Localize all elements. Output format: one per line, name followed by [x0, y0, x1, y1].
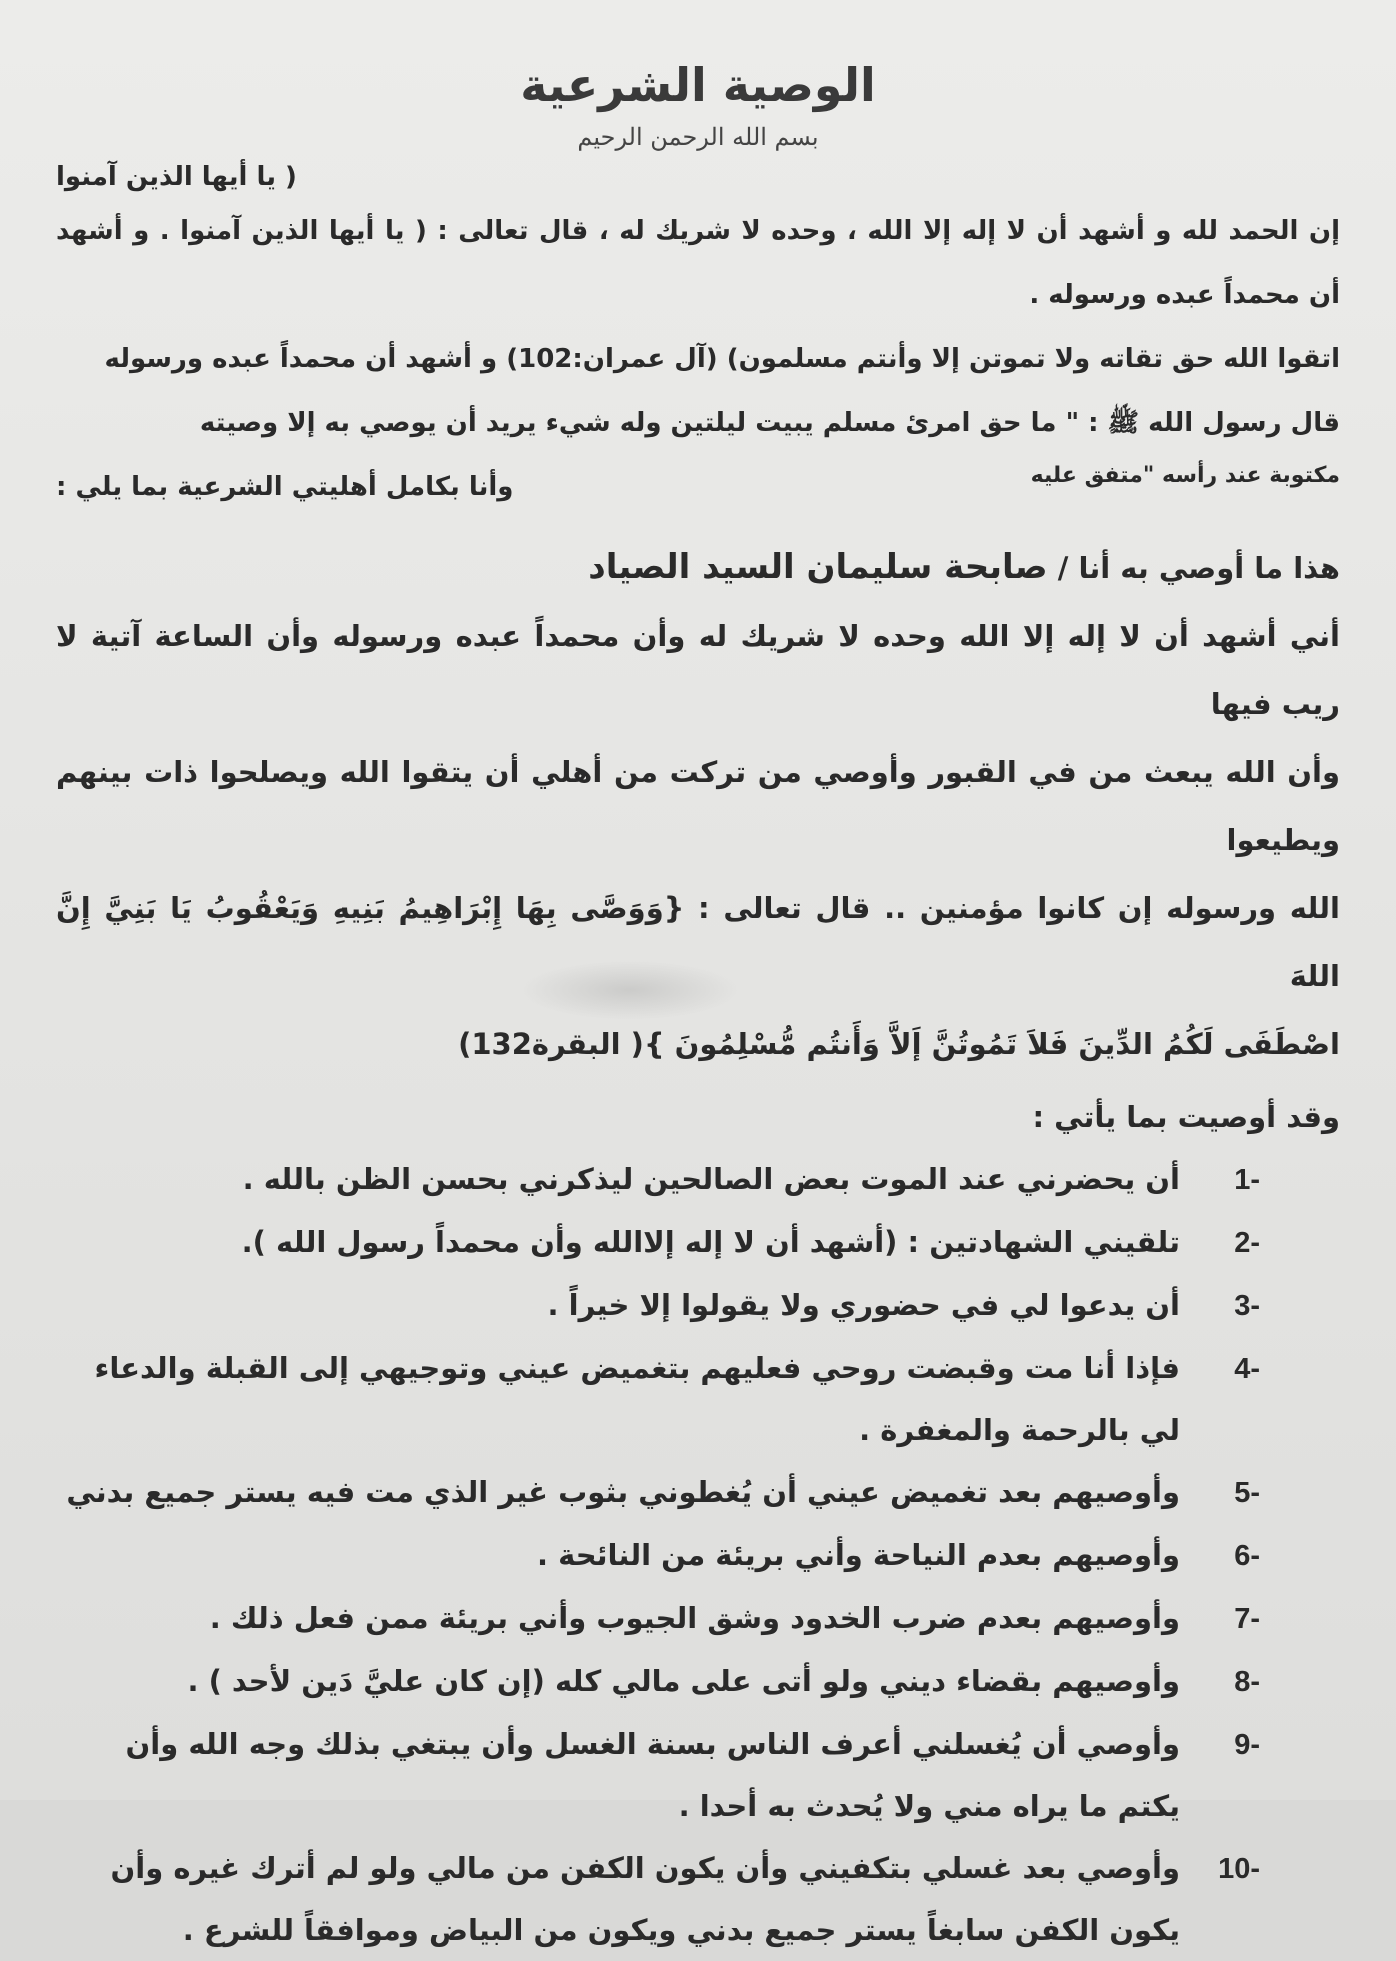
intro-line-1: إن الحمد لله و أشهد أن لا إله إلا الله ، وحده لا شريك له ، قال تعالى : ( يا أيها الذين آمنوا . و أشهد أن محمداً عبده ورسوله . [56, 216, 1340, 311]
item-text: وأوصي أن يُغسلني أعرف الناس بسنة الغسل وأن يبتغي بذلك وجه الله وأن يكتم ما يراه مني ولا يُحدث به أحدا . [125, 1727, 1180, 1824]
item-number: -3 [1234, 1290, 1260, 1323]
item-number: -1 [1234, 1164, 1260, 1197]
document-title: الوصية الشرعية [520, 58, 876, 112]
intro-line-4: مكتوبة عند رأسه "متفق عليه [1030, 463, 1340, 489]
item-text: وأوصيهم بعدم ضرب الخدود وشق الجيوب وأني بريئة ممن فعل ذلك . [209, 1601, 1180, 1636]
list-item [56, 1337, 1340, 1461]
item-text: وأوصيهم بعدم النياحة وأني بريئة من النائحة . [537, 1538, 1180, 1573]
item-number: -6 [1234, 1540, 1260, 1573]
list-item [56, 1524, 1340, 1587]
item-number: -9 [1234, 1729, 1260, 1762]
intro-section [56, 155, 1340, 519]
item-number: -5 [1234, 1477, 1260, 1510]
will-items-list [56, 1148, 1340, 1961]
list-item [56, 1148, 1340, 1211]
declaration-line-1 [56, 533, 1340, 602]
declaration-prefix: هذا ما أوصي به أنا / [1057, 551, 1340, 586]
item-text: فإذا أنا مت وقبضت روحي فعليهم بتغميض عيني وتوجيهي إلى القبلة والدعاء لي بالرحمة والمغفرة . [94, 1351, 1180, 1448]
item-text: أن يحضرني عند الموت بعض الصالحين ليذكرني بحسن الظن بالله . [242, 1162, 1180, 1197]
list-item [56, 1837, 1340, 1961]
list-item [56, 1211, 1340, 1274]
item-text: وأوصي بعد غسلي بتكفيني وأن يكون الكفن من مالي ولو لم أترك غيره وأن يكون الكفن سابغاً يستر جميع بدني ويكون من البياض وموافقاً للشرع . [110, 1851, 1180, 1948]
items-heading: وقد أوصيت بما يأتي : [1032, 1100, 1340, 1135]
item-number: -8 [1234, 1666, 1260, 1699]
item-text: وأوصيهم بعد تغميض عيني أن يُغطوني بثوب غير الذي مت فيه يستر جميع بدني [66, 1475, 1180, 1510]
list-item [56, 1713, 1340, 1837]
item-number: -7 [1234, 1603, 1260, 1636]
item-number: -2 [1234, 1227, 1260, 1260]
list-item [56, 1650, 1340, 1713]
basmala: بسم الله الرحمن الرحيم [577, 123, 819, 152]
item-text: أن يدعوا لي في حضوري ولا يقولوا إلا خيراً . [547, 1288, 1180, 1323]
item-text: تلقيني الشهادتين : (أشهد أن لا إله إلاالله وأن محمداً رسول الله ). [241, 1225, 1180, 1260]
intro-line-3: قال رسول الله ﷺ : " ما حق امرئ مسلم يبيت ليلتين وله شيء يريد أن يوصي به إلا وصيته [199, 408, 1340, 439]
intro-line-5: وأنا بكامل أهليتي الشرعية بما يلي : [56, 472, 514, 503]
declaration-line-3: وأن الله يبعث من في القبور وأوصي من تركت من أهلي أن يتقوا الله ويصلحوا ذات بينهم ويطيعوا [56, 755, 1340, 858]
intro-line-2: اتقوا الله حق تقاته ولا تموتن إلا وأنتم مسلمون) (آل عمران:102) و أشهد أن محمداً عبده ورسوله [104, 344, 1340, 375]
intro-line-0: ( يا أيها الذين آمنوا [56, 162, 297, 193]
list-item [56, 1274, 1340, 1337]
declaration-line-4: الله ورسوله إن كانوا مؤمنين .. قال تعالى : {وَوَصَّى بِهَا إِبْرَاهِيمُ بَنِيهِ وَيَعْقُوبُ يَا بَنِيَّ إِنَّ اللهَ [56, 891, 1340, 994]
list-item [56, 1587, 1340, 1650]
declaration-line-2: أني أشهد أن لا إله إلا الله وحده لا شريك له وأن محمداً عبده ورسوله وأن الساعة آتية لا ريب فيها [56, 619, 1340, 722]
declaration-section [56, 533, 1340, 1078]
list-item [56, 1461, 1340, 1524]
item-number: -4 [1234, 1353, 1260, 1386]
testator-name: صابحة سليمان السيد الصياد [588, 547, 1048, 588]
item-number: -10 [1218, 1853, 1260, 1886]
declaration-line-5: اصْطَفَى لَكُمُ الدِّينَ فَلاَ تَمُوتُنَّ إَلاَّ وَأَنتُم مُّسْلِمُونَ }( البقرة132) [458, 1027, 1340, 1062]
item-text: وأوصيهم بقضاء ديني ولو أتى على مالي كله (إن كان عليَّ دَين لأحد ) . [187, 1664, 1180, 1699]
